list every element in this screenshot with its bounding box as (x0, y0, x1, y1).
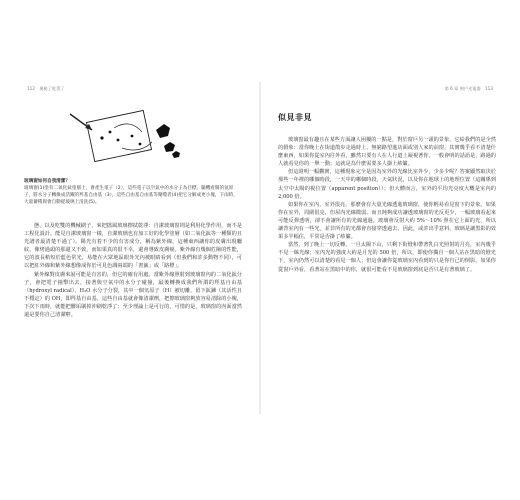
paragraph: 當然，到了晚上一切反轉，一旦太陽下山，只剩下街燈和帶著乳白光照射的月亮，室內幾乎不見一絲光線；室內光的強度大約是月光的 500 倍，所以，即使你獨自一個人站在黑暗的燈光下，室內仍然可以清楚的看見一個人；但這會讓你從玻璃室內看到的只是你自己的倒影。如果你從窗戶外看，看著站在黑暗中的你，就很可能看不見玻璃窗到底是否只是有著玻璃了。 (278, 242, 496, 273)
dirt-blob (164, 142, 175, 152)
paragraph: 態，以及吃雙的機械刷子，來把擋風玻璃擦拭乾淨：自潔玻璃窗則是利用化學作用，而不是工程化設計。能見自潔玻璃窗一樣，自潔玻璃也有加工好的化學塗層（如二氧化鈦等一種類的且光譜者最清楚不過了）。陽光有着不少的有害成分，稱為紫外線，這種東西讓你的皮膚出現曬紋，像烤過頭的那還又不致，而如果真的很不幸，還會導致皮膚癌。紫外線有幾個危險的性能，它的波長稍短於藍色常光，易能在大眾地區眼外光內被眼睛看到（但我們和許多動物不同），可以把紅外線和紫外線想像成你於可見色調兩端的「書籤」或「路標」。 (24, 223, 242, 270)
paragraph: 但這證明一幅觀實，這種現象完全是因為室外的光線比室外少，少多少呢？答案顯然取決於那些一年裡的哪個時段，一天中的哪個時段，天氣狀況，以及你在地球上的地理位置（這關係到太空中太陽的視位置（apparent position））；但大體而言，室外的平均光亮度大概是室內的 2,000 倍。 (278, 169, 496, 200)
left-running-title: 奧秘了吃蛋了 (39, 86, 65, 91)
paragraph: 玻璃窗最有趣且在某些方面讓人困擾的一點是，對於窗戶另一頭的景象，它給我們的是全然的假象：當你晚上在街道散步走過時上，無窮路望進店面或別人家的前窗，其實幾乎看不清楚什麼東西，如果你從室內往外看，雖然只要有人在人行道上凝視著你，一般會明的話語是，路過的人就看見你的一舉一動；這就是為什麼需要多人掛上紗簾。 (278, 137, 496, 168)
right-running-title: 窗戶光電器 (459, 86, 481, 91)
paragraph: 如果你在室內，室外很亮，那麼會有大量光線透進玻璃窗，使你輕易看見窗下的景象。如果你在室外，周圍很亮，但屋內光線微弱，而且鈍夠成功讓透玻璃窗的光反更少，一幅玻璃看起來可能反彈透明，卻不會讓所有的光線通過。玻璃會反射大約 5%～10% 照在它上面的光，所以讓背室內有一些光，並非所有的光都會直接穿透過去，因此，或許出乎意料，玻璃是讓黑影的效果多半幅住，平常是否掛了紗簾。 (278, 201, 496, 241)
caption-title: 玻璃窗如何自我清潔？ (24, 179, 70, 184)
electron-dot (109, 131, 112, 134)
right-page (278, 86, 496, 408)
right-page-number: 113 (485, 86, 493, 91)
self-cleaning-window-illustration (52, 110, 202, 174)
section-title: 似見非見 (278, 112, 312, 122)
dirt-blob (156, 124, 170, 138)
water-molecule (117, 139, 120, 142)
radical-dot (131, 135, 134, 138)
left-page-number: 112 (27, 86, 35, 91)
left-body-text (24, 222, 242, 319)
electron-dot (100, 136, 103, 139)
right-body-text (278, 136, 496, 274)
book-gutter (259, 82, 261, 414)
chapter-label: 第 6 章 (444, 86, 459, 91)
left-page (24, 86, 242, 408)
dirt-blob (172, 151, 180, 158)
figure-caption (24, 178, 242, 206)
caption-text: 玻璃窗(1)塗有二氧化鈦塗層上，會產生電子（2），這些電子以空氣中的水分子為目標，隨機看開的氫原子，將水分子轉換成活躍的羥基自由基（3），這些自由基自由基等聚噬者(4)把它分解成更小塊，下雨時，大量蓄積與會自動從玻璃上清洗(5)。 (24, 186, 238, 205)
radical-dot (139, 143, 142, 146)
right-running-header (445, 86, 496, 92)
window-pane (86, 110, 151, 161)
left-running-header (24, 86, 64, 92)
paragraph: 紫外線對皮膚來說可能是有害的，但它的確有用處。當紫外線照射到玻璃窗內的二氧化鈦分子，會把電子撞擊出去，接著與空氣中的水分子碰撞，最後轉換成我們所謂的羥基自由基（hydroxyl radical），H₂O 水分子分裂，其中一個氫原子（H）被切離，留下鈦鍊（其活性且不穩定）的 OH，即羥基自由基，這些自由基就會像清潔劑，把擦玻璃窗夠放容易清除的小塊，下次下雨時，就能把髒垢刷掉沖刷乾淨了；至少理論上是可行的，可惜的是，玻璃窗的內面當然還是要你自己清潔啦。 (24, 271, 242, 319)
